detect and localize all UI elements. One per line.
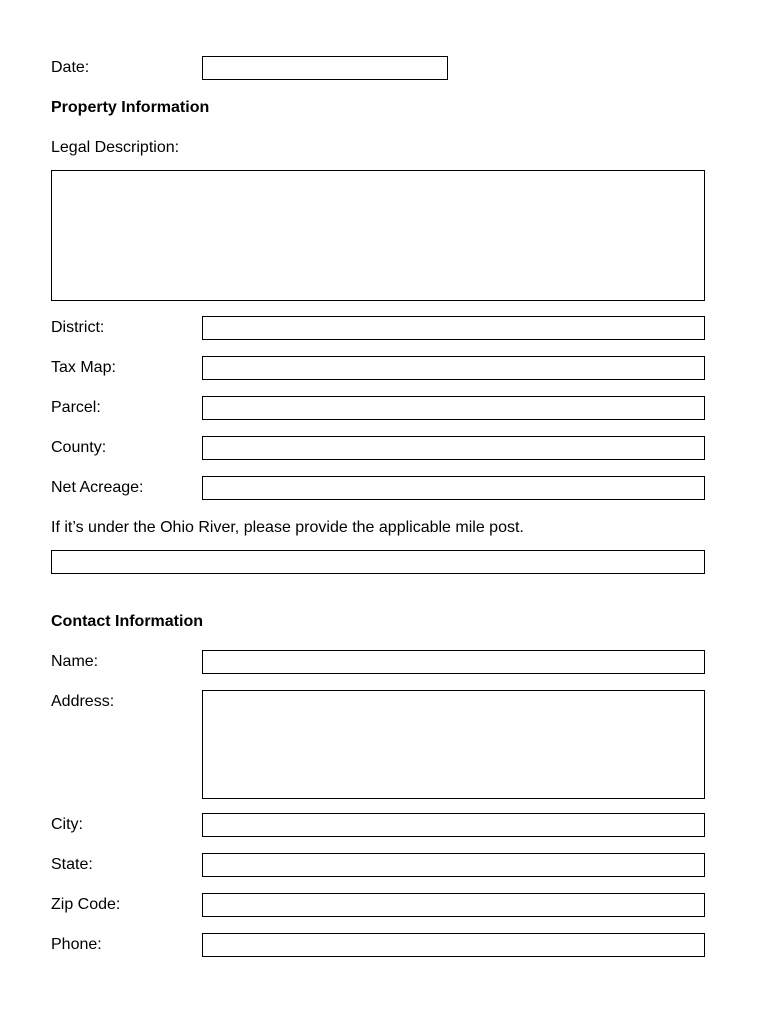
address-field[interactable]: [202, 690, 705, 799]
state-field[interactable]: [202, 853, 705, 877]
zip-code-label: Zip Code:: [51, 896, 121, 913]
district-field[interactable]: [202, 316, 705, 340]
net-acreage-label: Net Acreage:: [51, 479, 144, 496]
county-label: County:: [51, 439, 107, 456]
parcel-field[interactable]: [202, 396, 705, 420]
mile-post-field[interactable]: [51, 550, 705, 574]
district-label: District:: [51, 319, 105, 336]
phone-label: Phone:: [51, 936, 102, 953]
city-label: City:: [51, 816, 83, 833]
legal-description-label: Legal Description:: [51, 139, 180, 156]
tax-map-field[interactable]: [202, 356, 705, 380]
tax-map-label: Tax Map:: [51, 359, 116, 376]
name-field[interactable]: [202, 650, 705, 674]
county-field[interactable]: [202, 436, 705, 460]
parcel-label: Parcel:: [51, 399, 101, 416]
date-field[interactable]: [202, 56, 448, 80]
contact-information-heading: Contact Information: [51, 613, 203, 630]
state-label: State:: [51, 856, 93, 873]
date-label: Date:: [51, 59, 90, 76]
net-acreage-field[interactable]: [202, 476, 705, 500]
legal-description-field[interactable]: [51, 170, 705, 301]
address-label: Address:: [51, 693, 115, 710]
zip-code-field[interactable]: [202, 893, 705, 917]
city-field[interactable]: [202, 813, 705, 837]
property-information-heading: Property Information: [51, 99, 210, 116]
phone-field[interactable]: [202, 933, 705, 957]
name-label: Name:: [51, 653, 99, 670]
ohio-river-prompt: If it’s under the Ohio River, please provide the applicable mile post.: [51, 519, 524, 536]
